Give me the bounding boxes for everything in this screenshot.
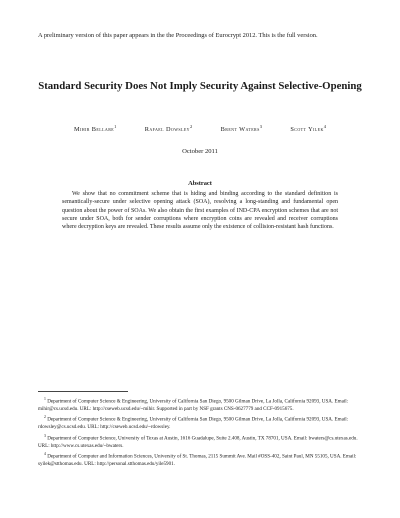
author-name: Rafael Dowsley [144, 126, 190, 134]
footnote-mark: 1 [114, 124, 117, 129]
author-name: Scott Yilek [290, 126, 324, 134]
footnote [38, 451, 364, 468]
footnote [38, 433, 364, 450]
footnote-mark: 4 [323, 124, 326, 129]
footnote-mark: 4 [44, 452, 46, 457]
footnote [38, 414, 364, 431]
footnote-text: Department of Computer and Information Sciences, University of St. Thomas, 2115 Summit Ave. Mail #OSS-402, Saint Paul, MN 55105, USA. Email: syilek@stthomas.edu. URL: http://personal.stthomas.edu/yile5901. [38, 454, 357, 468]
footnote-text: Department of Computer Science & Engineering, University of California San Diego, 9500 Gilman Drive, La Jolla, California 92093, USA. Email: mihir@cs.ucsd.edu. URL: http://cseweb.ucsd.edu/~mihir. Supported in part by NSF grants CNS-0627779 and CCF-0915675. [38, 398, 349, 412]
abstract-heading: Abstract [188, 180, 212, 187]
author [74, 124, 116, 133]
author-name: Brent Waters [220, 126, 260, 134]
abstract-text: We show that no commitment scheme that is hiding and binding according to the standard definition is semantically-secure under selective opening attack (SOA), resolving a long-standing and fundamental open question about the power of SOAs. We also obtain the first examples of IND-CPA encryption schemes that are not secure under SOA, both for sender corruptions where encryption coins are revealed and receiver corruptions where decryption keys are revealed. These results assume only the existence of collision-resistant hash functions. [62, 191, 338, 231]
header-note: A preliminary version of this paper appears in the the Proceedings of Eurocrypt 2012. This is the full version. [38, 32, 318, 39]
footnote-mark: 2 [44, 415, 46, 420]
footnote-mark: 1 [44, 397, 46, 401]
footnote-text: Department of Computer Science, University of Texas at Austin, 1616 Guadalupe, Suite 2.408, Austin, TX 78701, USA. Email: bwaters@cs.utexas.edu. URL: http://www.cs.utexas.edu/~bwaters. [38, 435, 358, 449]
footnotes [38, 396, 364, 470]
publication-date: October 2011 [182, 148, 218, 155]
author [290, 124, 326, 133]
footnote [38, 396, 364, 413]
footnote-text: Department of Computer Science & Engineering, University of California San Diego, 9500 Gilman Drive, La Jolla, California 92093, USA. Email: rdowsley@cs.ucsd.edu. URL: http://cseweb.ucsd.edu/~rdowsley. [38, 417, 349, 431]
footnote-divider [38, 391, 128, 392]
author-name: Mihir Bellare [74, 126, 115, 134]
footnote-mark: 3 [259, 124, 262, 129]
author [221, 124, 262, 133]
footnote-mark: 3 [44, 433, 46, 438]
author [145, 124, 192, 133]
footnote-mark: 2 [189, 124, 193, 129]
author-list [30, 124, 370, 133]
paper-title: Standard Security Does Not Imply Security Against Selective-Opening [38, 80, 362, 92]
